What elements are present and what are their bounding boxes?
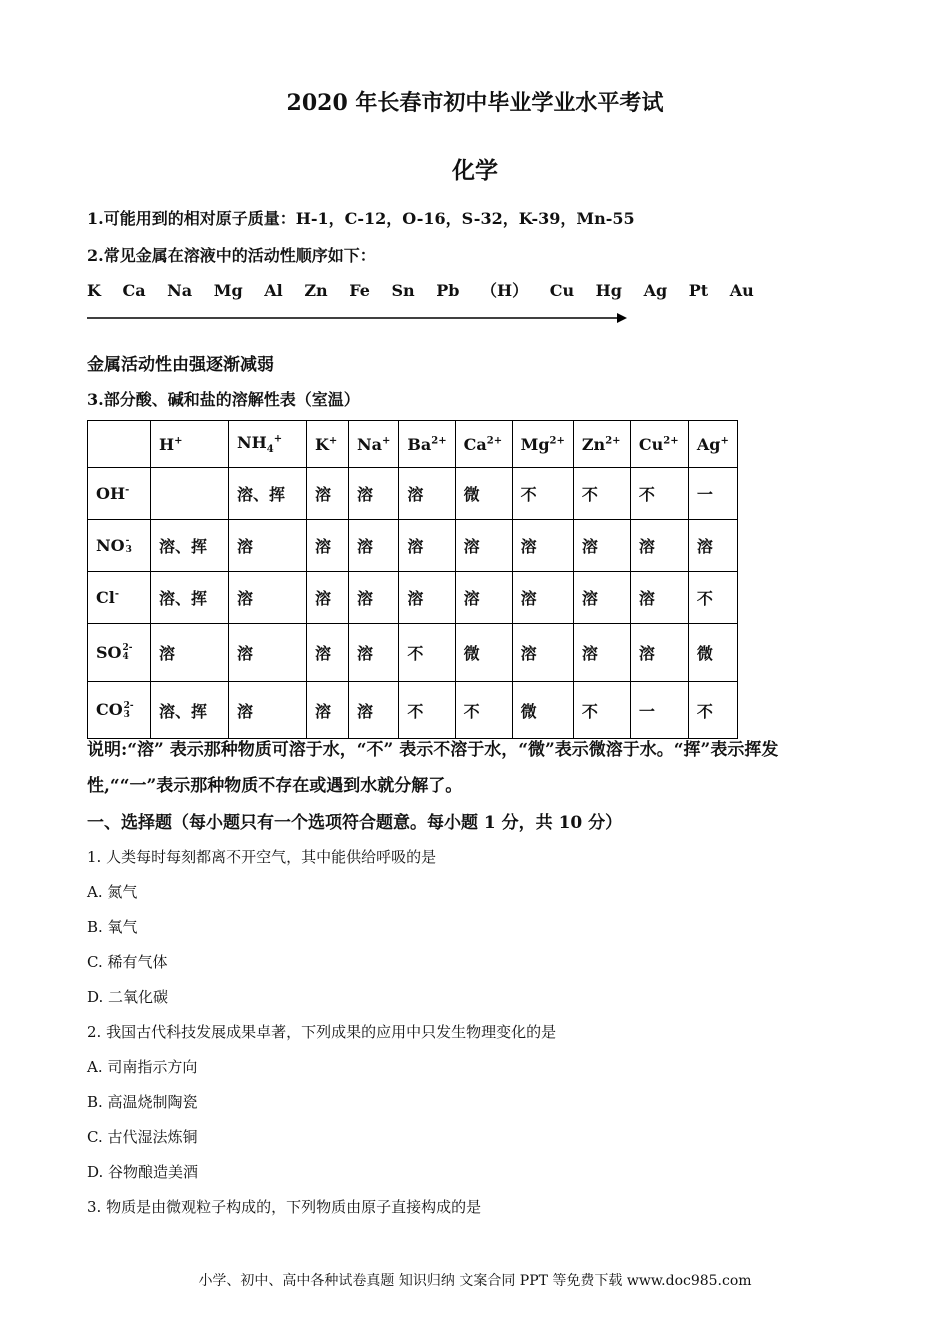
- metal-symbol: （H）: [481, 281, 529, 300]
- table-cell: 溶: [229, 572, 307, 624]
- table-cell: 溶: [349, 520, 399, 572]
- metal-symbol: Fe: [349, 281, 370, 300]
- table-cell: 溶: [573, 572, 630, 624]
- table-cell: 溶: [399, 468, 455, 520]
- table-cell: 微: [455, 624, 512, 682]
- table-header-row: [88, 421, 738, 468]
- table-cell: 溶、挥: [151, 572, 229, 624]
- table-cell: 溶: [688, 520, 737, 572]
- page-footer: 小学、初中、高中各种试卷真题 知识归纳 文案合同 PPT 等免费下载 www.doc985.com: [198, 1273, 752, 1289]
- table-row: [88, 682, 738, 739]
- exam-title: 2020 年长春市初中毕业学业水平考试: [286, 90, 664, 116]
- table-cell: 溶、挥: [151, 520, 229, 572]
- table-cell: 溶: [151, 624, 229, 682]
- table-cell: 不: [573, 468, 630, 520]
- cation-header: Ag+: [688, 421, 737, 468]
- cation-header: $Mg^{2+}$: [512, 421, 573, 468]
- table-cell: 溶: [573, 624, 630, 682]
- metal-activity-row: [87, 278, 770, 301]
- table-cell: 溶: [399, 520, 455, 572]
- question-2-option-b: B. 高温烧制陶瓷: [87, 1093, 198, 1111]
- table-cell: 不: [455, 682, 512, 739]
- table-cell: 溶: [512, 572, 573, 624]
- table-cell: 溶: [307, 468, 349, 520]
- table-cell: 一: [688, 468, 737, 520]
- table-cell: 溶: [307, 520, 349, 572]
- activity-arrow-icon: [87, 306, 632, 326]
- table-cell: 溶: [630, 572, 688, 624]
- table-cell: 不: [688, 572, 737, 624]
- table-cell: 溶: [307, 624, 349, 682]
- table-cell: 溶: [455, 572, 512, 624]
- subject-title: 化学: [452, 157, 498, 184]
- table-cell: 溶: [349, 682, 399, 739]
- question-2-option-a: A. 司南指示方向: [87, 1058, 198, 1076]
- metal-symbol: Na: [167, 281, 193, 300]
- table-cell: 溶: [307, 682, 349, 739]
- table-cell: 溶: [229, 682, 307, 739]
- question-1-option-d: D. 二氧化碳: [87, 988, 169, 1006]
- question-1-option-b: B. 氧气: [87, 918, 138, 936]
- metal-symbol: Al: [264, 281, 283, 300]
- table-row: [88, 468, 738, 520]
- metal-symbol: Pb: [436, 281, 460, 300]
- question-3-stem: 3. 物质是由微观粒子构成的，下列物质由原子直接构成的是: [87, 1198, 482, 1216]
- table-cell: 溶: [512, 520, 573, 572]
- table-cell: 溶: [512, 624, 573, 682]
- table-cell: 溶、挥: [151, 682, 229, 739]
- table-cell: 溶: [455, 520, 512, 572]
- question-2-stem: 2. 我国古代科技发展成果卓著，下列成果的应用中只发生物理变化的是: [87, 1023, 557, 1041]
- metal-symbol: Cu: [549, 281, 575, 300]
- metal-symbol: K: [87, 281, 101, 300]
- note-atomic-mass: 1.可能用到的相对原子质量：H-1，C-12，O-16，S-32，K-39，Mn-55: [87, 209, 635, 228]
- metal-symbol: Hg: [595, 281, 622, 300]
- cation-header: $Cu^{2+}$: [630, 421, 688, 468]
- anion-header: NO - 3: [88, 520, 151, 572]
- question-1-option-a: A. 氮气: [87, 883, 138, 901]
- anion-header: SO 2- 4: [88, 624, 151, 682]
- table-cell: 一: [630, 682, 688, 739]
- arrow-caption: 金属活动性由强逐渐减弱: [87, 355, 274, 375]
- table-cell: 不: [573, 682, 630, 739]
- table-cell: 不: [688, 682, 737, 739]
- metal-symbol: Ca: [122, 281, 146, 300]
- metal-symbol: Ag: [643, 281, 668, 300]
- table-row: [88, 624, 738, 682]
- cation-header: $Ba^{2+}$: [399, 421, 455, 468]
- metal-symbol: Pt: [688, 281, 709, 300]
- table-cell: 溶: [573, 520, 630, 572]
- metal-symbol: Sn: [391, 281, 415, 300]
- table-corner-cell: [88, 421, 151, 468]
- table-cell: 溶: [630, 520, 688, 572]
- table-row: [88, 572, 738, 624]
- cation-header: Na+: [349, 421, 399, 468]
- table-cell: 微: [455, 468, 512, 520]
- cation-header: K+: [307, 421, 349, 468]
- table-cell: 微: [512, 682, 573, 739]
- table-cell: 溶: [349, 572, 399, 624]
- cation-header: $NH_4^+$: [229, 421, 307, 468]
- table-cell: 溶: [307, 572, 349, 624]
- anion-header: OH-: [88, 468, 151, 520]
- cation-header: H+: [151, 421, 229, 468]
- note-activity-series: 2.常见金属在溶液中的活动性顺序如下：: [87, 246, 376, 265]
- table-cell: 不: [512, 468, 573, 520]
- anion-header: CO 2- 3: [88, 682, 151, 739]
- question-2-option-d: D. 谷物酿造美酒: [87, 1163, 199, 1181]
- table-cell: [151, 468, 229, 520]
- question-2-option-c: C. 古代湿法炼铜: [87, 1128, 198, 1146]
- metal-symbol: Zn: [304, 281, 328, 300]
- table-cell: 溶: [349, 468, 399, 520]
- table-cell: 微: [688, 624, 737, 682]
- note-solubility-table: 3.部分酸、碱和盐的溶解性表（室温）: [87, 390, 360, 409]
- table-cell: 溶、挥: [229, 468, 307, 520]
- table-cell: 溶: [399, 572, 455, 624]
- table-cell: 溶: [630, 624, 688, 682]
- cation-header: $Ca^{2+}$: [455, 421, 512, 468]
- solubility-table: [87, 420, 738, 739]
- table-cell: 溶: [229, 520, 307, 572]
- table-cell: 不: [399, 624, 455, 682]
- metal-symbol: Mg: [213, 281, 243, 300]
- table-cell: 溶: [349, 624, 399, 682]
- table-cell: 溶: [229, 624, 307, 682]
- table-row: [88, 520, 738, 572]
- table-cell: 不: [399, 682, 455, 739]
- anion-header: Cl-: [88, 572, 151, 624]
- question-1-stem: 1. 人类每时每刻都离不开空气，其中能供给呼吸的是: [87, 848, 437, 866]
- table-cell: 不: [630, 468, 688, 520]
- section-heading: 一、选择题（每小题只有一个选项符合题意。每小题 1 分，共 10 分）: [87, 813, 623, 833]
- table-explanation: 说明:“溶” 表示那种物质可溶于水，“不” 表示不溶于水，“微”表示微溶于水。“挥”表示挥发性,““一”表示那种物质不存在或遇到水就分解了。: [87, 740, 779, 796]
- cation-header: $Zn^{2+}$: [573, 421, 630, 468]
- metal-symbol: Au: [729, 281, 754, 300]
- question-1-option-c: C. 稀有气体: [87, 953, 168, 971]
